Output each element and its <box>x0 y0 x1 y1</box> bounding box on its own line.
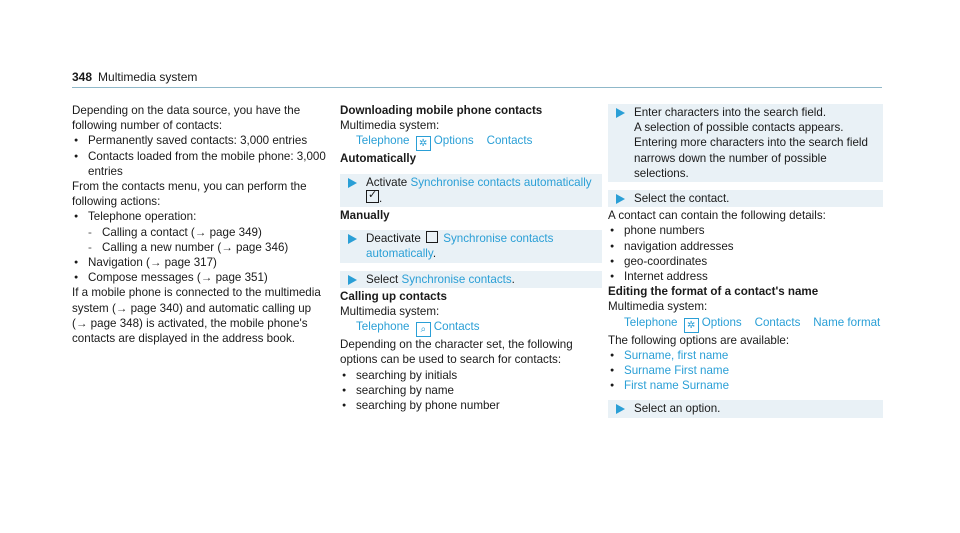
header-rule <box>72 87 882 88</box>
multimedia-system-label: Multimedia system: <box>340 305 440 319</box>
step-arrow-icon <box>348 234 357 244</box>
menu-contacts-link[interactable]: Contacts <box>486 134 533 148</box>
step-arrow-icon <box>348 275 357 285</box>
list-item[interactable]: ● Navigation (→ page 317) <box>72 255 327 270</box>
menu-path <box>608 315 883 333</box>
menu-name-format-link[interactable]: Name format <box>813 315 881 329</box>
list-item: ● geo-coordinates <box>608 254 883 269</box>
step-enter-characters: Enter characters into the search field. A selection of possible contacts appears. Entering more characters into the search field narrows down the number of possible selections. <box>608 104 883 182</box>
menu-telephone-link[interactable]: Telephone <box>624 315 678 329</box>
list-item: ● Contacts loaded from the mobile phone: 3,000 entries <box>72 149 327 179</box>
options-intro: The following options are available: <box>608 333 790 347</box>
multimedia-system-label: Multimedia system: <box>340 119 440 133</box>
calling-heading: Calling up contacts <box>340 289 447 303</box>
step-arrow-icon <box>616 404 625 414</box>
page-header <box>72 70 197 85</box>
multimedia-system-label: Multimedia system: <box>608 300 708 314</box>
step-select-option: Select an option. <box>608 400 883 417</box>
section-title: Multimedia system <box>98 70 198 84</box>
list-item: ● searching by name <box>340 383 602 398</box>
step-arrow-icon <box>348 178 357 188</box>
checkbox-checked-icon <box>366 190 379 203</box>
actions-intro: From the contacts menu, you can perform the following actions: <box>72 180 307 209</box>
list-item: ● Internet address <box>608 269 883 284</box>
menu-options-link[interactable]: Options <box>701 315 742 329</box>
list-item: ● Permanently saved contacts: 3,000 entries <box>72 133 327 148</box>
format-option[interactable]: ● Surname First name <box>608 363 883 378</box>
sync-auto-link[interactable]: Synchronise contacts automatically <box>410 175 592 189</box>
intro-text: Depending on the data source, you have the following number of contacts: <box>72 104 301 133</box>
menu-telephone-link[interactable]: Telephone <box>356 320 410 334</box>
checkbox-empty-icon <box>426 231 438 243</box>
list-item: ● Telephone operation: <box>72 209 327 224</box>
step-select-sync: Select Synchronise contacts. <box>340 271 602 288</box>
page-number: 348 <box>72 70 93 84</box>
calling-intro: Depending on the character set, the following options can be used to search for contacts: <box>340 338 573 367</box>
menu-contacts-link[interactable]: Contacts <box>754 315 801 329</box>
menu-path <box>340 133 602 151</box>
manually-heading: Manually <box>340 209 390 223</box>
outro-text: If a mobile phone is connected to the multimedia system (→ page 340) and automatic calling up (→ page 348) is activated, the mobile phone's contacts are displayed in the address book. <box>72 286 321 346</box>
gear-icon: ✲ <box>684 318 699 333</box>
automatically-heading: Automatically <box>340 152 417 166</box>
sync-manual-link[interactable]: Synchronise contacts automatically <box>366 232 554 261</box>
search-icon: ⌕ <box>416 322 431 337</box>
step-deactivate: Deactivate Synchronise contacts automatically. <box>340 230 602 262</box>
sub-list-item[interactable]: - Calling a contact (→ page 349) <box>72 225 327 240</box>
gear-icon: ✲ <box>416 136 431 151</box>
sub-list-item[interactable]: - Calling a new number (→ page 346) <box>72 240 327 255</box>
format-option[interactable]: ● Surname, first name <box>608 348 883 363</box>
menu-path <box>340 319 602 337</box>
column-2 <box>340 103 602 413</box>
menu-telephone-link[interactable]: Telephone <box>356 134 410 148</box>
step-activate: Activate Synchronise contacts automatically ✓. <box>340 174 602 207</box>
edit-heading: Editing the format of a contact's name <box>608 285 819 299</box>
step-arrow-icon <box>616 108 625 118</box>
contain-intro: A contact can contain the following details: <box>608 209 826 223</box>
step-arrow-icon <box>616 194 625 204</box>
column-3 <box>608 103 883 419</box>
column-1 <box>72 103 327 346</box>
list-item: ● navigation addresses <box>608 239 883 254</box>
list-item: ● searching by initials <box>340 368 602 383</box>
list-item[interactable]: ● Compose messages (→ page 351) <box>72 270 327 285</box>
menu-contacts-link[interactable]: Contacts <box>433 320 480 334</box>
format-option[interactable]: ● First name Surname <box>608 378 883 393</box>
menu-options-link[interactable]: Options <box>433 134 474 148</box>
list-item: ● phone numbers <box>608 223 883 238</box>
step-select-contact: Select the contact. <box>608 190 883 207</box>
list-item: ● searching by phone number <box>340 398 602 413</box>
download-heading: Downloading mobile phone contacts <box>340 104 543 117</box>
sync-contacts-link[interactable]: Synchronise contacts <box>401 272 512 286</box>
